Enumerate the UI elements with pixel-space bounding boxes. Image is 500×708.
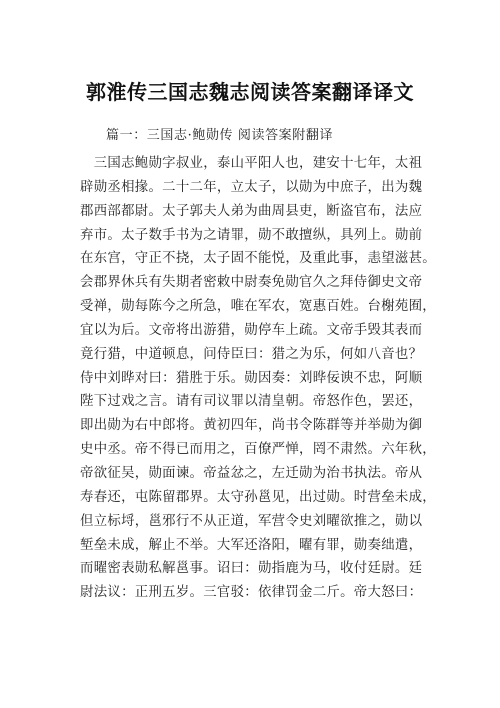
text-line: 史中丞。帝不得已而用之，百僚严惮，罔不肃然。六年秋， <box>80 442 436 458</box>
text-line: 寿春还，屯陈留郡界。太守孙邕见，出过勋。时营垒未成， <box>80 489 436 505</box>
text-line: 而曜密表勋私解邕事。诏曰：勋指鹿为马，收付廷尉。廷 <box>80 561 423 577</box>
body-text <box>80 152 436 605</box>
text-line: 郡西部都尉。太子郭夫人弟为曲周县吏，断盗官布，法应 <box>80 203 423 219</box>
text-line: 但立标埒，邕邪行不从正道，军营令史刘曜欲推之，勋以 <box>80 513 423 529</box>
text-line: 会郡界休兵有失期者密敕中尉奏免勋官久之拜侍御史文帝 <box>80 275 423 291</box>
text-line: 弃市。太子数手书为之请罪，勋不敢擅纵，具列上。勋前 <box>80 227 423 243</box>
text-line: 竟行猎，中道顿息，问侍臣曰：猎之为乐，何如八音也？ <box>80 346 423 362</box>
text-line: 帝欲征吴，勋面谏。帝益忿之，左迁勋为治书执法。帝从 <box>80 465 423 481</box>
text-line: 受禅，勋每陈今之所急，唯在军农，宽惠百姓。台榭苑囿， <box>80 299 436 315</box>
text-line: 辟勋丞相掾。二十二年，立太子，以勋为中庶子，出为魏 <box>80 179 423 195</box>
text-line: 尉法议：正刑五岁。三官驳：依律罚金二斤。帝大怒曰： <box>80 585 423 601</box>
section-heading: 篇一：三国志·鲍勋传 阅读答案附翻译 <box>106 128 334 143</box>
text-line: 堑垒未成，解止不举。大军还洛阳，曜有罪，勋奏绌遣， <box>80 537 423 553</box>
text-line: 三国志鲍勋字叔业，泰山平阳人也，建安十七年，太祖 <box>80 156 423 171</box>
text-line: 即出勋为右中郎将。黄初四年，尚书令陈群等并举勋为御 <box>80 418 423 434</box>
text-line: 宜以为后。文帝将出游猎，勋停车上疏。文帝手毁其表而 <box>80 322 423 338</box>
page-title: 郭淮传三国志魏志阅读答案翻译译文 <box>86 80 414 104</box>
text-line: 陛下过戏之言。请有司议罪以清皇朝。帝怒作色，罢还， <box>80 394 423 410</box>
text-line: 侍中刘晔对曰：猎胜于乐。勋因奏：刘晔佞谀不忠，阿顺 <box>80 370 423 386</box>
text-line: 在东宫，守正不挠，太子固不能悦，及重此事，恚望滋甚。 <box>80 251 436 267</box>
